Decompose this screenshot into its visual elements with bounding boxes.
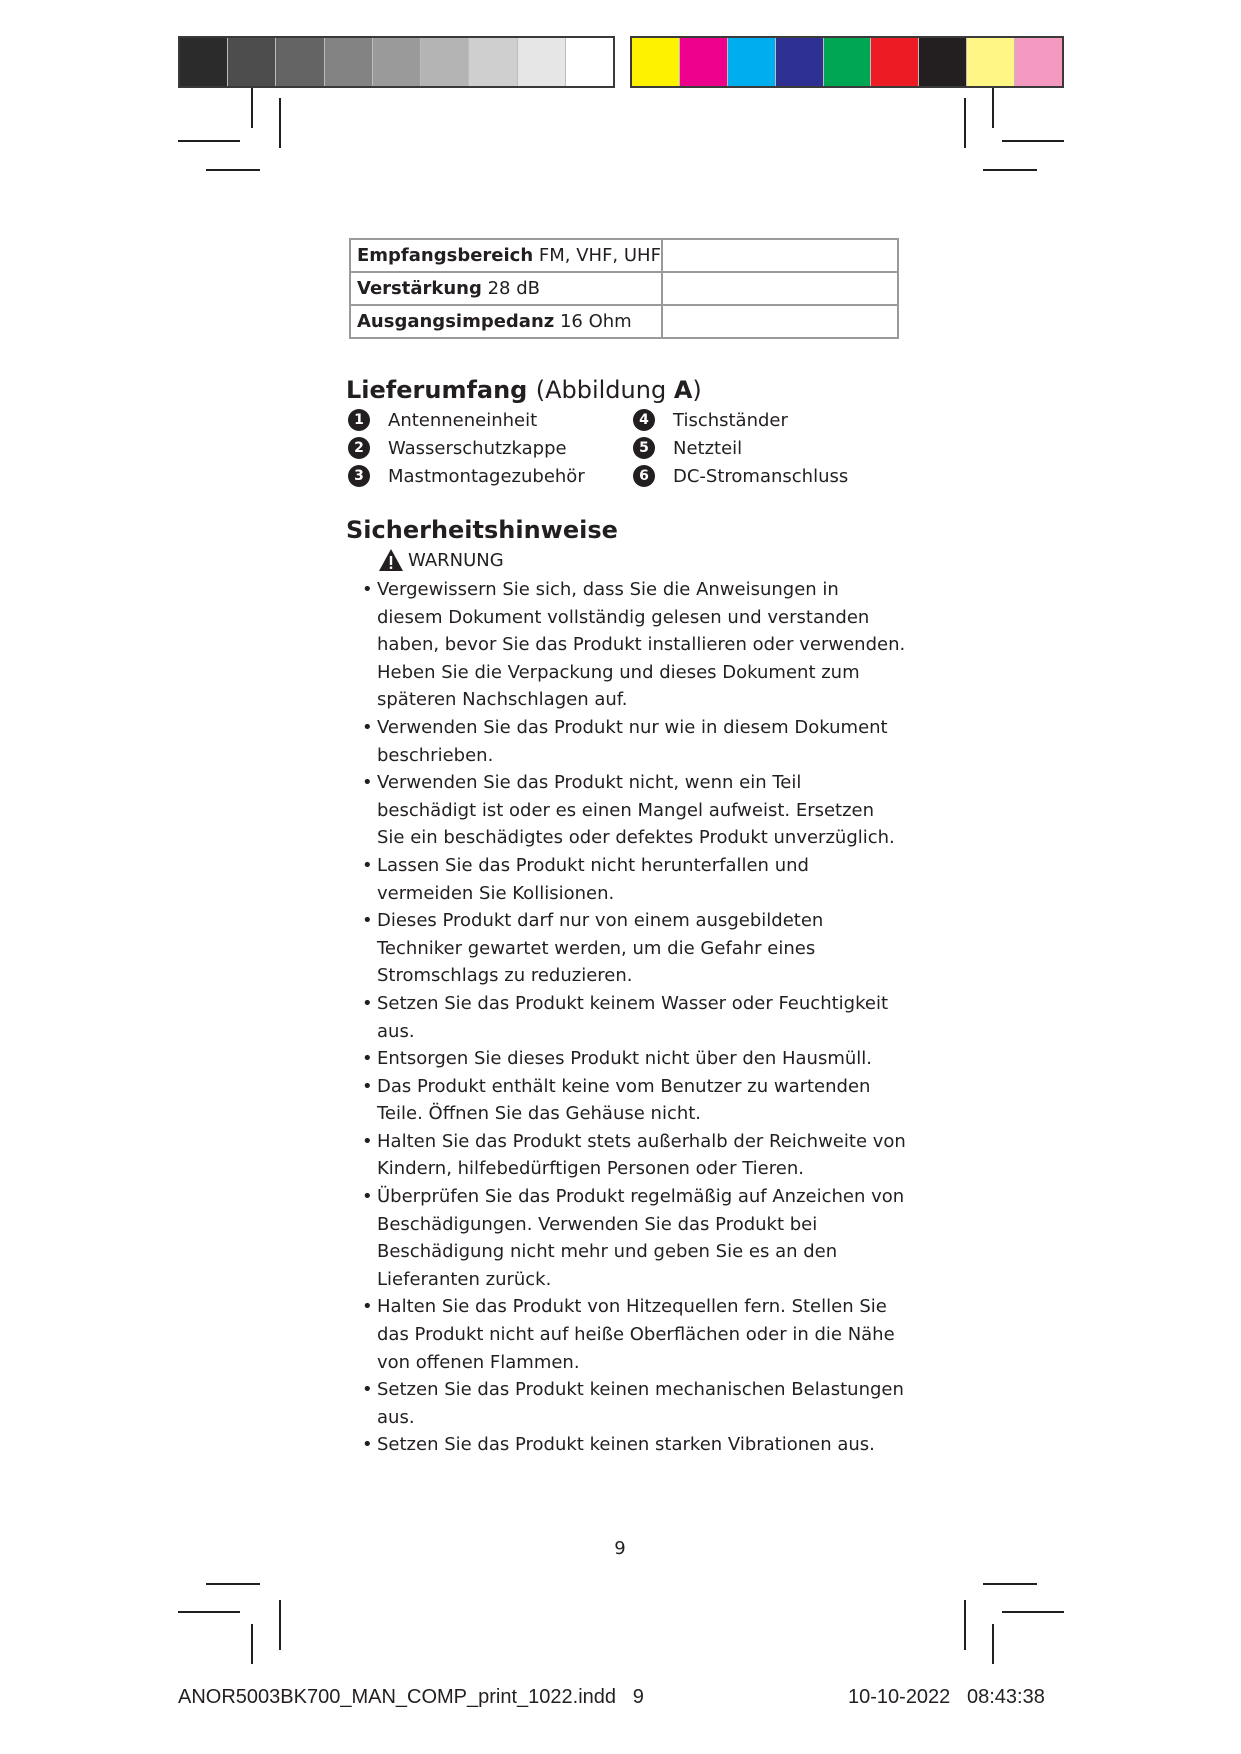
crop-mark <box>1002 140 1064 142</box>
crop-mark <box>992 88 994 128</box>
warning-label <box>378 548 504 572</box>
grey-calibration-bar <box>178 36 615 88</box>
spec-value: FM, VHF, UHF <box>538 245 661 266</box>
list-item <box>633 406 788 434</box>
list-item: • Entsorgen Sie dieses Produkt nicht über den Hausmüll. <box>346 1045 906 1073</box>
spec-key: Empfangsbereich <box>357 245 534 266</box>
list-item: • Verwenden Sie das Produkt nicht, wenn ein Teil beschädigt ist oder es einen Mangel aufweist. Ersetzen Sie ein beschädigtes oder defektes Produkt unverzüglich. <box>346 769 906 852</box>
list-item-label: DC-Stromanschluss <box>673 465 849 487</box>
spec-table <box>349 238 899 339</box>
list-item <box>348 462 585 490</box>
delivery-title: Lieferumfang <box>346 376 528 404</box>
crop-mark <box>964 98 966 148</box>
spec-empty-cell <box>662 239 898 272</box>
color-swatch <box>632 38 680 86</box>
crop-mark <box>279 98 281 148</box>
list-item: • Lassen Sie das Produkt nicht herunterfallen und vermeiden Sie Kollisionen. <box>346 852 906 907</box>
color-calibration-bar <box>630 36 1064 88</box>
crop-mark <box>178 1611 240 1613</box>
color-swatch <box>276 38 324 86</box>
number-badge: 6 <box>633 465 655 487</box>
crop-mark <box>206 1583 260 1585</box>
spec-key: Ausgangsimpedanz <box>357 311 555 332</box>
list-item: • Setzen Sie das Produkt keinen mechanischen Belastungen aus. <box>346 1376 906 1431</box>
figure-prefix: (Abbildung <box>535 376 674 404</box>
spec-value: 28 dB <box>487 278 540 299</box>
crop-mark <box>206 169 260 171</box>
footer-file-name: ANOR5003BK700_MAN_COMP_print_1022.indd 9 <box>178 1686 644 1708</box>
figure-reference <box>536 376 702 404</box>
list-item-label: Tischständer <box>673 409 788 431</box>
crop-mark <box>251 1624 253 1664</box>
spec-empty-cell <box>662 272 898 305</box>
color-swatch <box>871 38 919 86</box>
table-row <box>350 305 898 338</box>
list-item: • Überprüfen Sie das Produkt regelmäßig auf Anzeichen von Beschädigungen. Verwenden Sie das Produkt bei Beschädigung nicht mehr und geben Sie es an den Lieferanten zurück. <box>346 1183 906 1293</box>
list-item-label: Netzteil <box>673 437 743 459</box>
color-swatch <box>728 38 776 86</box>
color-swatch <box>919 38 967 86</box>
warning-text: WARNUNG <box>408 549 504 571</box>
number-badge: 3 <box>348 465 370 487</box>
warning-triangle-icon <box>378 548 404 572</box>
footer-datetime: 10-10-2022 08:43:38 <box>848 1686 1045 1708</box>
color-swatch <box>180 38 228 86</box>
color-swatch <box>680 38 728 86</box>
spec-cell <box>350 272 662 305</box>
spec-key: Verstärkung <box>357 278 482 299</box>
page-number: 9 <box>614 1538 626 1559</box>
crop-mark <box>178 140 240 142</box>
color-swatch <box>776 38 824 86</box>
list-item: • Setzen Sie das Produkt keinem Wasser oder Feuchtigkeit aus. <box>346 990 906 1045</box>
number-badge: 5 <box>633 437 655 459</box>
color-swatch <box>373 38 421 86</box>
list-item <box>348 406 537 434</box>
crop-mark <box>983 169 1037 171</box>
table-row <box>350 272 898 305</box>
list-item-label: Mastmontagezubehör <box>388 465 585 487</box>
color-swatch <box>469 38 517 86</box>
list-item: • Das Produkt enthält keine vom Benutzer zu wartenden Teile. Öffnen Sie das Gehäuse nicht. <box>346 1073 906 1128</box>
figure-letter: A <box>673 376 693 404</box>
list-item-label: Antenneneinheit <box>388 409 538 431</box>
crop-mark <box>964 1600 966 1650</box>
list-item <box>633 462 848 490</box>
delivery-list <box>348 406 908 490</box>
list-item: • Halten Sie das Produkt stets außerhalb der Reichweite von Kindern, hilfebedürftigen Personen oder Tieren. <box>346 1128 906 1183</box>
color-swatch <box>1015 38 1062 86</box>
figure-suffix: ) <box>692 376 702 404</box>
safety-heading: Sicherheitshinweise <box>346 516 618 544</box>
number-badge: 2 <box>348 437 370 459</box>
color-swatch <box>566 38 613 86</box>
crop-mark <box>983 1583 1037 1585</box>
color-swatch <box>824 38 872 86</box>
list-item <box>348 434 567 462</box>
color-swatch <box>228 38 276 86</box>
crop-mark <box>1002 1611 1064 1613</box>
table-row <box>350 239 898 272</box>
color-swatch <box>518 38 566 86</box>
list-item: • Setzen Sie das Produkt keinen starken Vibrationen aus. <box>346 1431 906 1459</box>
crop-mark <box>279 1600 281 1650</box>
list-item: • Verwenden Sie das Produkt nur wie in diesem Dokument beschrieben. <box>346 714 906 769</box>
spec-empty-cell <box>662 305 898 338</box>
crop-mark <box>992 1624 994 1664</box>
color-swatch <box>421 38 469 86</box>
list-item-label: Wasserschutzkappe <box>388 437 567 459</box>
safety-bullet-list <box>346 576 906 1459</box>
list-item: • Vergewissern Sie sich, dass Sie die Anweisungen in diesem Dokument vollständig gelesen und verstanden haben, bevor Sie das Produkt installieren oder verwenden. Heben Sie die Verpackung und dieses Dokument zum späteren Nachschlagen auf. <box>346 576 906 714</box>
list-item: • Dieses Produkt darf nur von einem ausgebildeten Techniker gewartet werden, um die Gefahr eines Stromschlags zu reduzieren. <box>346 907 906 990</box>
spec-cell <box>350 239 662 272</box>
list-item: • Halten Sie das Produkt von Hitzequellen fern. Stellen Sie das Produkt nicht auf heiße Oberflächen oder in die Nähe von offenen Flammen. <box>346 1293 906 1376</box>
color-swatch <box>967 38 1015 86</box>
number-badge: 1 <box>348 409 370 431</box>
crop-mark <box>251 88 253 128</box>
number-badge: 4 <box>633 409 655 431</box>
color-swatch <box>325 38 373 86</box>
spec-value: 16 Ohm <box>559 311 632 332</box>
delivery-heading <box>346 376 702 404</box>
spec-cell <box>350 305 662 338</box>
list-item <box>633 434 742 462</box>
